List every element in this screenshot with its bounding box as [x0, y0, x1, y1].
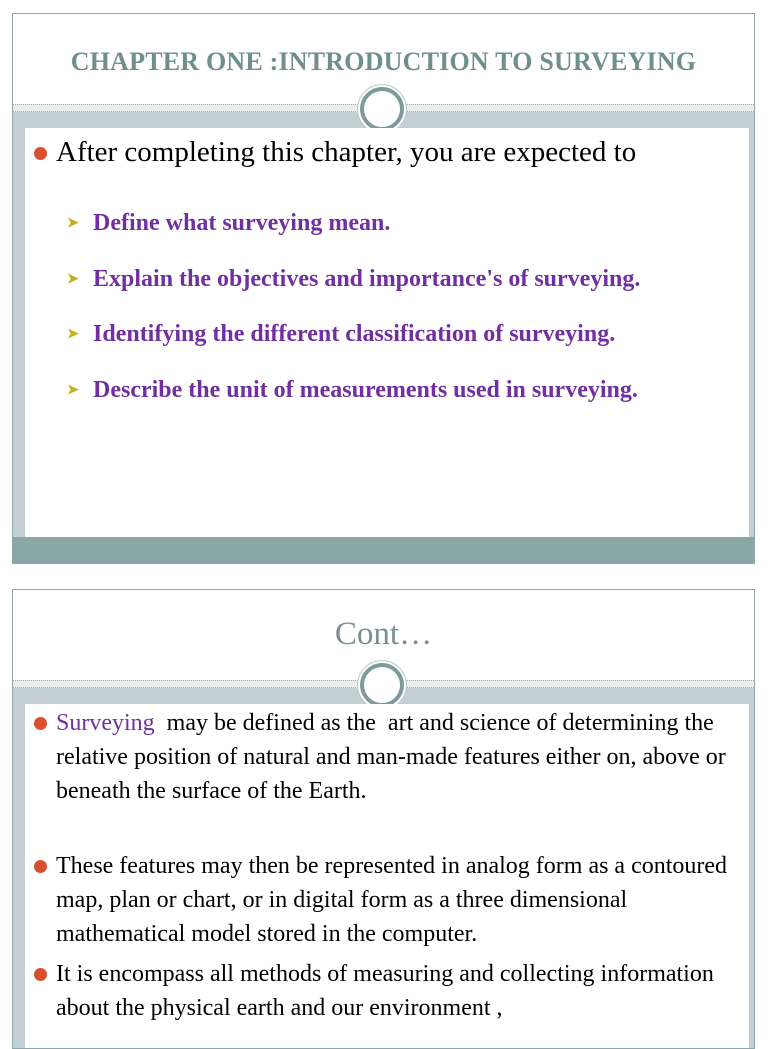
objective-item: [67, 252, 640, 308]
definition-text: may be defined as the art and science of determining the relative position of natural and man-made features either on, above or beneath the surface of the Earth.: [56, 710, 732, 804]
ring-ornament-icon: [360, 663, 404, 707]
paragraph-text: These features may then be represented in analog form as a contoured map, plan or chart, or in digital form as a three dimensional mathematical model stored in the computer.: [56, 853, 728, 947]
arrow-bullet-icon: ➤: [67, 216, 79, 232]
main-bullet: [34, 136, 636, 169]
slide-content: [25, 704, 749, 1048]
footer-band: [13, 537, 754, 563]
arrow-bullet-icon: ➤: [67, 327, 79, 343]
objective-text: Define what surveying mean.: [93, 210, 391, 237]
bullet-paragraph: [34, 957, 739, 1025]
term-highlight: Surveying: [56, 710, 155, 736]
slide-content: [25, 128, 749, 538]
bullet-dot-icon: [34, 147, 47, 160]
bullet-dot-icon: [34, 717, 47, 730]
paragraph-text: [56, 706, 739, 808]
slide-title: CHAPTER ONE :INTRODUCTION TO SURVEYING: [70, 47, 697, 76]
bullet-paragraph: [34, 706, 739, 808]
slide-title: Cont…: [334, 616, 433, 652]
main-bullet-text: After completing this chapter, you are expected to: [56, 136, 637, 168]
objective-item: [67, 307, 640, 363]
objectives-list: [67, 196, 640, 418]
bullet-dot-icon: [34, 860, 47, 873]
arrow-bullet-icon: ➤: [67, 271, 79, 287]
slide-2: [12, 589, 755, 1049]
bullet-dot-icon: [34, 968, 47, 981]
objective-text: Identifying the different classification of surveying.: [93, 321, 616, 348]
objective-item: [67, 196, 640, 252]
ring-ornament-icon: [360, 87, 404, 131]
arrow-bullet-icon: ➤: [67, 382, 79, 398]
paragraph-text: It is encompass all methods of measuring and collecting information about the physical earth and our environment ,: [56, 961, 714, 1021]
objective-text: Describe the unit of measurements used in surveying.: [93, 376, 638, 403]
objective-item: [67, 363, 640, 419]
slide-1: [12, 13, 755, 564]
objective-text: Explain the objectives and importance's of surveying.: [93, 265, 641, 292]
bullet-paragraph: [34, 849, 739, 951]
